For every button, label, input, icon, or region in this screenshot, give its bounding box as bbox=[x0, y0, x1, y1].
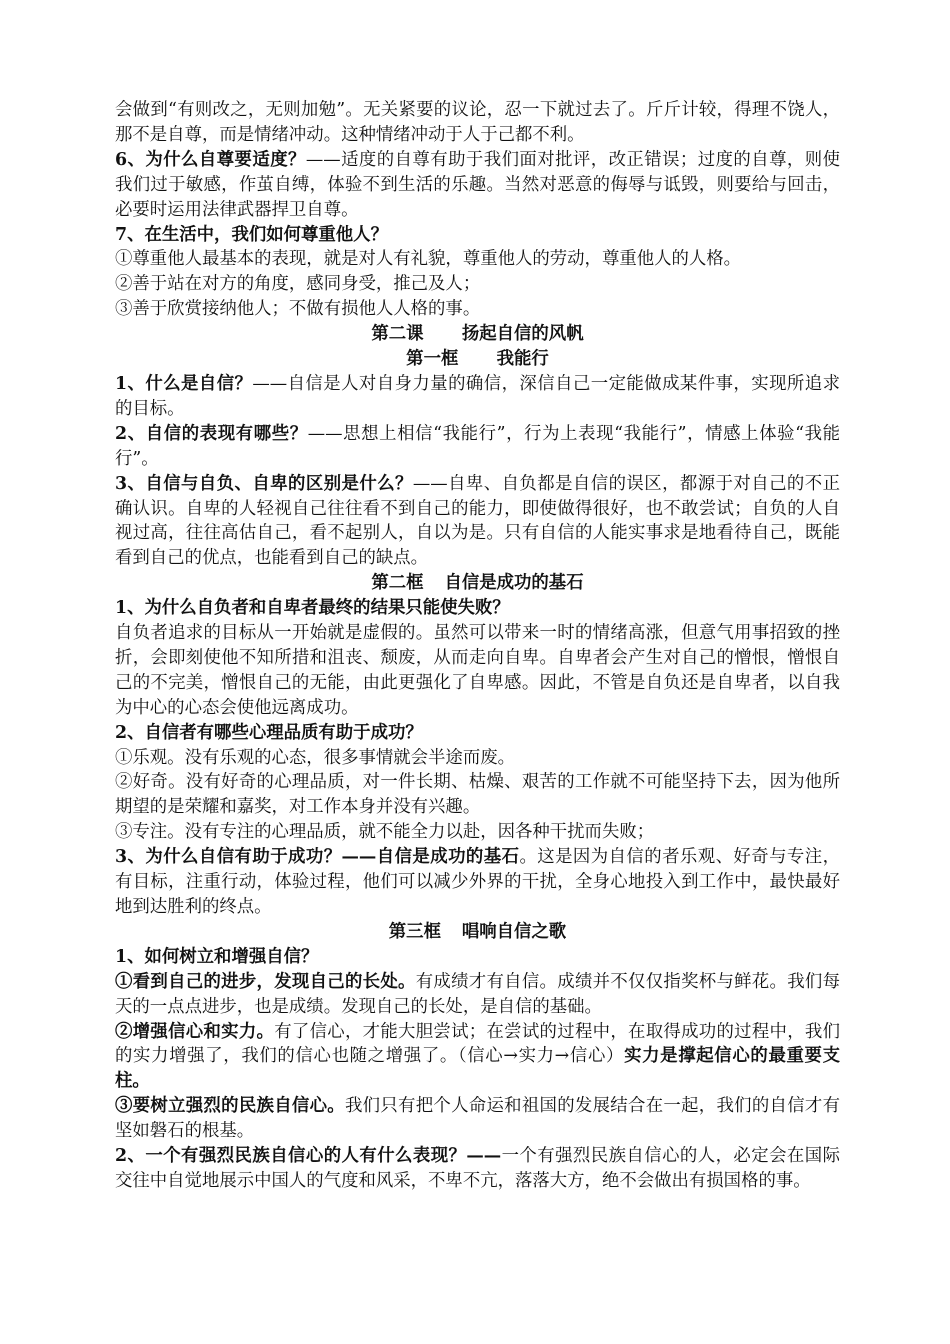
lesson-number: 第二课 bbox=[371, 324, 424, 345]
frame-2-heading bbox=[115, 571, 840, 596]
frame-2-question-1-answer: 自负者追求的目标从一开始就是虚假的。虽然可以带来一时的情绪高涨，但意气用事招致的挫折，会即刻使他不知所措和沮丧、颓废，从而走向自卑。自卑者会产生对自己的憎恨，憎恨自己的不完美，憎恨自己的无能，由此更强化了自卑感。因此，不管是自负还是自卑者，以自我为中心的心态会使他远离成功。 bbox=[115, 623, 840, 718]
lesson-title: 扬起自信的风帆 bbox=[461, 324, 584, 345]
frame-2-number: 第二框 bbox=[371, 573, 424, 594]
point-title: ①看到自己的进步，发现自己的长处。 bbox=[115, 971, 416, 992]
lesson-2-heading bbox=[115, 322, 840, 347]
frame-3-title: 唱响自信之歌 bbox=[461, 921, 567, 942]
point-title: ②增强信心和实力。 bbox=[115, 1021, 275, 1042]
frame-1-number: 第一框 bbox=[406, 349, 459, 370]
question-answer: ——思想上相信“我能行”，行为上表现“我能行”，情感上体验“我能行”。 bbox=[115, 423, 840, 469]
frame-1-title: 我能行 bbox=[496, 349, 549, 370]
frame-3-heading bbox=[115, 920, 840, 945]
question-answer: ——自信是人对自身力量的确信，深信自己一定能做成某件事，实现所追求的目标。 bbox=[115, 373, 840, 419]
question-6 bbox=[115, 148, 840, 223]
frame-1-heading bbox=[115, 347, 840, 372]
paragraph-text: 会做到“有则改之，无则加勉”。无关紧要的议论，忍一下就过去了。斤斤计较，得理不饶人，那不是自尊，而是情绪冲动。这种情绪冲动于人于己都不利。 bbox=[115, 100, 840, 145]
point-emphasis: 实力是撑起信心的最重要支柱。 bbox=[115, 1046, 840, 1092]
frame-2-question-2-point-3: ③专注。没有专注的心理品质，就不能全力以赴，因各种干扰而失败； bbox=[115, 822, 655, 843]
frame-1-question-1 bbox=[115, 372, 840, 422]
question-title: 1、什么是自信？ bbox=[115, 373, 253, 394]
frame-2-question-2-point-1: ①乐观。没有乐观的心态，很多事情就会半途而废。 bbox=[115, 747, 515, 768]
question-7-point-2: ②善于站在对方的角度，感同身受，推己及人； bbox=[115, 274, 481, 295]
frame-2-question-2-title: 2、自信者有哪些心理品质有助于成功？ bbox=[115, 722, 423, 743]
question-7-point-1: ①尊重他人最基本的表现，就是对人有礼貌，尊重他人的劳动，尊重他人的人格。 bbox=[115, 249, 742, 270]
question-6-answer: ——适度的自尊有助于我们面对批评，改正错误；过度的自尊，则使我们过于敏感，作茧自缚，体验不到生活的乐趣。当然对恶意的侮辱与诋毁，则要给与回击，必要时运用法律武器捍卫自尊。 bbox=[115, 149, 840, 220]
paragraph-self-respect-cont bbox=[115, 98, 840, 148]
question-answer: 一个有强烈民族自信心的人，必定会在国际交往中自觉地展示中国人的气度和风采，不卑不亢，落落大方，绝不会做出有损国格的事。 bbox=[115, 1146, 840, 1191]
question-answer: ——自卑、自负都是自信的误区，都源于对自己的不正确认识。自卑的人轻视自己往往看不到自己的能力，即使做得很好，也不敢尝试；自负的人自视过高，往往高估自己，看不起别人，自以为是。只有自信的人能实事求是地看待自己，既能看到自己的优点，也能看到自己的缺点。 bbox=[115, 473, 840, 569]
frame-3-point-3 bbox=[115, 1094, 840, 1144]
frame-2-title: 自信是成功的基石 bbox=[444, 573, 584, 594]
question-title: 2、自信的表现有哪些？ bbox=[115, 423, 308, 444]
frame-2-question-1-title: 1、为什么自负者和自卑者最终的结果只能使失败？ bbox=[115, 598, 510, 619]
question-7-title: 7、在生活中，我们如何尊重他人？ bbox=[115, 224, 388, 245]
question-7-point-3: ③善于欣赏接纳他人；不做有损他人人格的事。 bbox=[115, 299, 481, 320]
question-title: 2、一个有强烈民族自信心的人有什么表现？—— bbox=[115, 1146, 502, 1167]
frame-3-point-1 bbox=[115, 970, 840, 1020]
frame-2-question-3 bbox=[115, 845, 840, 920]
frame-1-question-2 bbox=[115, 422, 840, 472]
point-text: 我们只有把个人命运和祖国的发展结合在一起，我们的自信才有坚如磐石的根基。 bbox=[115, 1096, 840, 1142]
question-6-title: 6、为什么自尊要适度？ bbox=[115, 149, 306, 170]
document-body bbox=[115, 98, 840, 1194]
point-text: 有成绩才有自信。成绩并不仅仅指奖杯与鲜花。我们每天的一点点进步，也是成绩。发现自己的长处，是自信的基础。 bbox=[115, 971, 840, 1017]
frame-3-question-1-title: 1、如何树立和增强自信？ bbox=[115, 946, 319, 967]
frame-3-number: 第三框 bbox=[388, 921, 441, 942]
frame-3-point-2 bbox=[115, 1020, 840, 1095]
frame-1-question-3 bbox=[115, 472, 840, 572]
point-title: ③要树立强烈的民族自信心。 bbox=[115, 1096, 345, 1117]
frame-3-question-2 bbox=[115, 1144, 840, 1194]
question-title: 3、为什么自信有助于成功？——自信是成功的基石 bbox=[115, 847, 520, 868]
question-answer: 。这是因为自信的者乐观、好奇与专注，有目标，注重行动，体验过程，他们可以减少外界的干扰，全身心地投入到工作中，最快最好地到达胜利的终点。 bbox=[115, 847, 840, 917]
point-text: 有了信心，才能大胆尝试；在尝试的过程中，在取得成功的过程中，我们的实力增强了，我们的信心也随之增强了。（信心→实力→信心） bbox=[115, 1021, 840, 1067]
frame-2-question-2-point-2: ②好奇。没有好奇的心理品质，对一件长期、枯燥、艰苦的工作就不可能坚持下去，因为他所期望的是荣耀和嘉奖，对工作本身并没有兴趣。 bbox=[115, 772, 840, 818]
question-title: 3、自信与自负、自卑的区别是什么？ bbox=[115, 473, 413, 494]
